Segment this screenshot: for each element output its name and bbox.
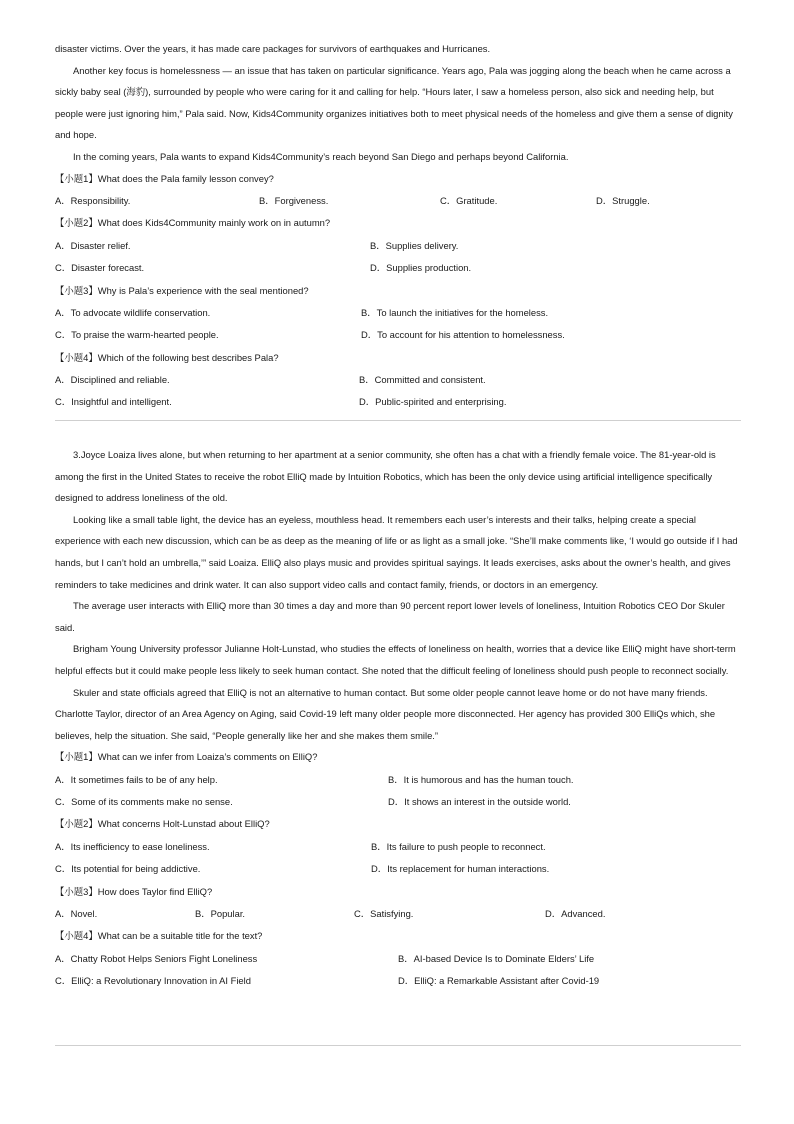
- option-d[interactable]: D．Supplies production.: [370, 262, 472, 274]
- option-a[interactable]: A．Disaster relief.: [55, 239, 131, 251]
- passage-2-paragraph-2: Another key focus is homelessness — an issue that has taken on particular significance. Years ago, Pala was jogging along the beach when he came across a sickly baby seal (海豹), surrounded by people who were caring for it and calling for help. “Hours later, I saw a homeless person, also sick and needing help, but people were just ignoring him,” Pala said. Now, Kids4Community organizes initiatives both to meet physical needs of the homeless and give them a sense of dignity and hope.: [55, 64, 733, 141]
- option-d[interactable]: D．To account for his attention to homelessness.: [361, 329, 565, 341]
- passage-2-question-3: [55, 280, 741, 347]
- option-b[interactable]: B．Its failure to push people to reconnect.: [371, 840, 546, 852]
- passage-3-question-4: [55, 925, 741, 992]
- passage-3-paragraph-5: Skuler and state officials agreed that ElliQ is not an alternative to human contact. But some older people cannot leave home or do not have many friends. Charlotte Taylor, director of an Area Agency on Aging, said Covid-19 left many older people more disconnected. Her agency has provided 300 ElliQs which, she believes, help the situation. She said, “People generally like her and she makes them smile.”: [55, 686, 716, 741]
- option-row: [55, 903, 741, 925]
- option-b[interactable]: B．AI-based Device Is to Dominate Elders’ Life: [398, 952, 595, 964]
- passage-3-paragraph-4: Brigham Young University professor Julianne Holt-Lunstad, who studies the effects of loneliness on health, worries that a device like ElliQ might have short-term helpful effects but it could make people less likely to seek human contact. She noted that the difficult feeling of loneliness should push people to reconnect socially.: [55, 643, 736, 676]
- option-c[interactable]: C．Some of its comments make no sense.: [55, 796, 233, 808]
- option-c[interactable]: C．Its potential for being addictive.: [55, 863, 201, 875]
- option-row: [55, 836, 741, 858]
- option-d[interactable]: D．Advanced.: [545, 908, 606, 920]
- option-row: [55, 235, 741, 257]
- option-a[interactable]: A．To advocate wildlife conservation.: [55, 306, 211, 318]
- passage-2-paragraph-1: disaster victims. Over the years, it has made care packages for survivors of earthquakes and Hurricanes.: [55, 43, 491, 54]
- option-c[interactable]: C．Satisfying.: [354, 908, 414, 920]
- section-divider: [55, 1045, 741, 1046]
- option-row: [55, 257, 741, 279]
- option-c[interactable]: C．To praise the warm-hearted people.: [55, 329, 219, 341]
- passage-3-question-2: [55, 813, 741, 880]
- section-divider: [55, 420, 741, 421]
- option-row: [55, 858, 741, 880]
- option-b[interactable]: B．Popular.: [195, 908, 246, 920]
- option-row: [55, 324, 741, 346]
- option-b[interactable]: B．Committed and consistent.: [359, 374, 486, 386]
- passage-2-question-1: [55, 168, 741, 213]
- passage-3: [55, 444, 741, 993]
- option-a[interactable]: A．Responsibility.: [55, 194, 131, 206]
- option-d[interactable]: D．It shows an interest in the outside world.: [388, 796, 571, 808]
- question-stem: 【小题3】How does Taylor find ElliQ?: [55, 885, 213, 897]
- passage-3-paragraph-3: The average user interacts with ElliQ more than 30 times a day and more than 90 percent report lower levels of loneliness, Intuition Robotics CEO Dor Skuler said.: [55, 600, 725, 633]
- option-row: [55, 769, 741, 791]
- question-stem: 【小题3】Why is Pala’s experience with the seal mentioned?: [55, 284, 309, 296]
- question-stem: 【小题1】What can we infer from Loaiza’s comments on ElliQ?: [55, 751, 318, 763]
- question-stem: 【小题2】What does Kids4Community mainly work on in autumn?: [55, 217, 331, 229]
- option-b[interactable]: B．Forgiveness.: [259, 194, 329, 206]
- option-c[interactable]: C．ElliQ: a Revolutionary Innovation in AI Field: [55, 975, 251, 987]
- option-c[interactable]: C．Insightful and intelligent.: [55, 396, 172, 408]
- question-stem: 【小题4】Which of the following best describes Pala?: [55, 351, 279, 363]
- option-d[interactable]: D．ElliQ: a Remarkable Assistant after Covid-19: [398, 975, 600, 987]
- question-stem: 【小题1】What does the Pala family lesson convey?: [55, 172, 274, 184]
- passage-3-question-3: [55, 881, 741, 926]
- option-a[interactable]: A．Its inefficiency to ease loneliness.: [55, 840, 210, 852]
- option-row: [55, 369, 741, 391]
- option-b[interactable]: B．Supplies delivery.: [370, 239, 459, 251]
- option-row: [55, 302, 741, 324]
- option-a[interactable]: A．Novel.: [55, 908, 98, 920]
- passage-2-question-4: [55, 347, 741, 414]
- passage-3-question-1: [55, 746, 741, 813]
- option-a[interactable]: A．It sometimes fails to be of any help.: [55, 773, 218, 785]
- option-c[interactable]: C．Disaster forecast.: [55, 262, 145, 274]
- option-d[interactable]: D．Public-spirited and enterprising.: [359, 396, 507, 408]
- passage-2: [55, 38, 741, 414]
- question-stem: 【小题2】What concerns Holt-Lunstad about ElliQ?: [55, 818, 270, 830]
- option-row: [55, 948, 741, 970]
- option-row: [55, 970, 741, 992]
- passage-2-paragraph-3: In the coming years, Pala wants to expand Kids4Community’s reach beyond San Diego and perhaps beyond California.: [73, 150, 569, 162]
- option-b[interactable]: B．It is humorous and has the human touch.: [388, 773, 574, 785]
- option-row: [55, 190, 741, 212]
- option-d[interactable]: D．Struggle.: [596, 194, 650, 206]
- passage-2-question-2: [55, 212, 741, 279]
- passage-3-paragraph-2: Looking like a small table light, the device has an eyeless, mouthless head. It remembers each user’s interests and their talks, helping create a special experience with each new discussion, which can be as deep as the meaning of life or as light as a small joke. “She’ll make comments like, ‘I would go outside if I had hands, but I can’t hold an umbrella,’” said Loaiza. ElliQ also plays music and provides spiritual sayings. It leads exercises, asks about the owner’s health, and gives reminders to take medicines and drink water. It can also support video calls and contact family, friends, or doctors in an emergency.: [55, 513, 738, 590]
- question-stem: 【小题4】What can be a suitable title for the text?: [55, 930, 263, 942]
- option-row: [55, 791, 741, 813]
- option-d[interactable]: D．Its replacement for human interactions.: [371, 863, 550, 875]
- passage-3-paragraph-1: 3.Joyce Loaiza lives alone, but when returning to her apartment at a senior community, she often has a chat with a friendly female voice. The 81-year-old is among the first in the United States to receive the robot ElliQ made by Intuition Robotics, which has been the only device using artificial intelligence specifically designed to address loneliness of the old.: [55, 449, 716, 504]
- option-a[interactable]: A．Chatty Robot Helps Seniors Fight Loneliness: [55, 952, 258, 964]
- option-a[interactable]: A．Disciplined and reliable.: [55, 374, 170, 386]
- option-c[interactable]: C．Gratitude.: [440, 194, 498, 206]
- option-row: [55, 391, 741, 413]
- option-b[interactable]: B．To launch the initiatives for the homeless.: [361, 306, 549, 318]
